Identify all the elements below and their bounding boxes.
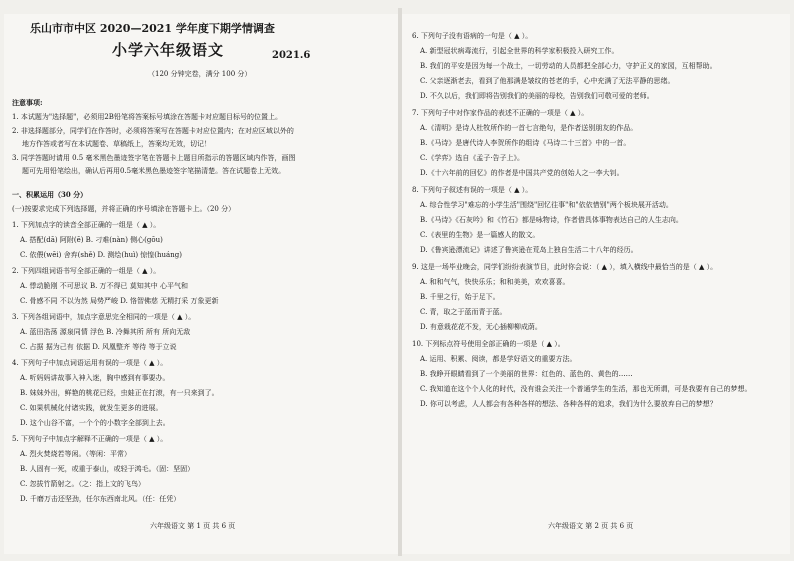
notice-line: 3. 同学答题时请用 0.5 毫米黑色墨迹签字笔在答题卡上题目所指示的答题区域内作答，画图 xyxy=(12,154,296,162)
question-option: C. 骨感不同 不以为然 局势严峻 D. 恪智佛慈 无精打采 万象更新 xyxy=(20,297,219,305)
section-instruction: (一)按要求完成下列选择题，并将正确的序号填涂在答题卡上。（20 分） xyxy=(12,205,236,213)
question-option: B.《马诗》《石灰吟》和《竹石》都是咏物诗，作者借具体事物表达自己的人生志向。 xyxy=(420,216,683,224)
subject-title: 小学六年级语文 xyxy=(112,41,225,59)
question-option: D. 你可以考虑，人人都会有各种各样的想法、各种各样的追求，我们为什么要放弃自己的梦想？ xyxy=(420,400,717,408)
question-option: C. 忽拔竹箭射之。（之：指上文的飞鸟） xyxy=(20,480,146,488)
question-option: C.《学弈》选自《孟子·告子上》。 xyxy=(420,154,525,162)
question-option: C. 青，取之于蓝而青于蓝。 xyxy=(420,308,507,316)
question-option: C. 父亲逐渐老去，看到了他那满是皱纹的苍老的手，心中充满了无法平静的思绪。 xyxy=(420,77,675,85)
question-option: B. 人固有一死，或重于泰山，或轻于鸿毛。（固：坚固） xyxy=(20,465,195,473)
question-option: C. 我知道在这个个人化的时代，没有谁会关注一个普通学生的生活，那也无所谓，可是我要有自己的梦想。 xyxy=(420,385,752,393)
question-stem: 9. 这是一场毕业晚会，同学们纷纷表演节目，此时你会说：（ ▲ ），填入横线中最恰当的是（ ▲ ）。 xyxy=(412,263,718,271)
notice-heading: 注意事项: xyxy=(12,98,43,107)
question-option: C. 占据 据为己有 依据 D. 风凰整齐 等待 等于立说 xyxy=(20,343,177,351)
question-stem: 5. 下列句子中加点字解释不正确的一项是（ ▲ ）。 xyxy=(12,435,168,443)
notice-line: 题可先用铅笔绘出，确认后再用0.5毫米黑色墨迹签字笔描清楚。答在试题卷上无效。 xyxy=(22,167,286,175)
question-option: A. 听妈妈讲故事入神入迷，胸中感到有事要办。 xyxy=(20,374,170,382)
question-option: A.《清明》是诗人杜牧所作的一首七言绝句，是作者送别朋友的作品。 xyxy=(420,124,638,132)
question-stem: 8. 下列句子叙述有误的一项是（ ▲ ）。 xyxy=(412,186,533,194)
question-option: C.《表里的生物》是一篇感人的散文。 xyxy=(420,231,540,239)
question-option: A. 综合性学习"难忘的小学生活"围绕"回忆往事"和"依依惜别"两个板块展开活动。 xyxy=(420,201,673,209)
question-option: C. 依偎(wēi) 舍弃(shě) D. 测绘(huì) 惊惶(huáng) xyxy=(20,251,182,259)
question-option: A. 悸动脆刚 不可思议 B. 万不得已 莫知其中 心平气和 xyxy=(20,282,188,290)
page-footer-left: 六年级语文 第 1 页 共 6 页 xyxy=(150,522,236,530)
section-heading: 一、积累运用（30 分） xyxy=(12,190,88,199)
exam-date: 2021.6 xyxy=(272,50,311,61)
question-option: B. 千里之行，始于足下。 xyxy=(420,293,500,301)
question-option: C. 如果机械化付诸实践，就发生更多的进展。 xyxy=(20,404,163,412)
question-option: A. 烈火焚烧若等闲。（等闲：平常） xyxy=(20,450,132,458)
question-option: D.《鲁宾逊漂流记》讲述了鲁宾逊在荒岛上独自生活二十八年的经历。 xyxy=(420,246,638,254)
question-stem: 1. 下列加点字的读音全部正确的一组是（ ▲ ）。 xyxy=(12,221,161,229)
question-option: B. 我睁开眼睛看到了一个美丽的世界：红色的、蓝色的、黄色的…… xyxy=(420,370,633,378)
notice-line: 地方作答或者写在本试题卷、草稿纸上，答案均无效，切记！ xyxy=(22,140,211,148)
question-option: B. 妹妹外出，鲜艳的桃花已经，虫蛙正在打滚，有一只来到了。 xyxy=(20,389,219,397)
question-option: A. 运用、积累、阅读，都是学好语文的重要方法。 xyxy=(420,355,577,363)
question-option: D. 这个山谷不富，一个个的小数字全部到上去。 xyxy=(20,419,170,427)
question-stem: 3. 下列各组词语中，加点字意思完全相同的一项是（ ▲ ）。 xyxy=(12,313,196,321)
question-option: D. 千磨万击还坚劲，任尔东西南北风。（任：任凭） xyxy=(20,495,181,503)
question-option: A. 蓝田浩荡 源泉同情 浮色 B. 冷舞其所 所有 所向无敌 xyxy=(20,328,191,336)
question-stem: 2. 下列四组词语书写全部正确的一组是（ ▲ ）。 xyxy=(12,267,161,275)
question-option: A. 搭配(dā) 阿附(ē) B. 刁难(nàn) 侧心(gōu) xyxy=(20,236,163,244)
question-option: B.《马诗》是唐代诗人李贺所作的组诗《马诗二十三首》中的一首。 xyxy=(420,139,631,147)
question-option: A. 新型冠状病毒流行，引起全世界的科学家积极投入研究工作。 xyxy=(420,47,619,55)
question-stem: 10. 下列标点符号使用全部正确的一项是（ ▲ ）。 xyxy=(412,340,565,348)
question-option: B. 我们的平安是因为每一个战士，一切劳动的人员都把全部心力，守护正义的家园，互相帮助。 xyxy=(420,62,717,70)
question-option: D. 不久以后，我们即将告别我们的美丽的母校，告别我们可敬可爱的老师。 xyxy=(420,92,654,100)
school-title: 乐山市市中区 2020—2021 学年度下期学情调查 xyxy=(30,22,275,35)
question-stem: 4. 下列句子中加点词语运用有误的一项是（ ▲ ）。 xyxy=(12,359,168,367)
question-option: D. 有意栽花花不发，无心插柳柳成荫。 xyxy=(420,323,542,331)
notice-line: 1. 本试题为"选择题"，必须用2B铅笔将答案标号填涂在答题卡对应题目标号的位置上。 xyxy=(12,113,282,121)
question-stem: 6. 下列句子没有语病的一句是（ ▲ ）。 xyxy=(412,32,533,40)
notice-line: 2. 非选择题部分，同学们在作答时，必须将答案写在答题卡对应位置内；在对应区域以外的 xyxy=(12,127,294,135)
question-stem: 7. 下列句子中对作家作品的表述不正确的一项是（ ▲ ）。 xyxy=(412,109,589,117)
question-option: D.《十六年前的回忆》的作者是中国共产党的创始人之一李大钊。 xyxy=(420,169,624,177)
question-option: A. 和和气气，快快乐乐；和和美美，欢欢喜喜。 xyxy=(420,278,570,286)
exam-info: （120 分钟完卷，满分 100 分） xyxy=(148,70,252,78)
page-footer-right: 六年级语文 第 2 页 共 6 页 xyxy=(548,522,634,530)
